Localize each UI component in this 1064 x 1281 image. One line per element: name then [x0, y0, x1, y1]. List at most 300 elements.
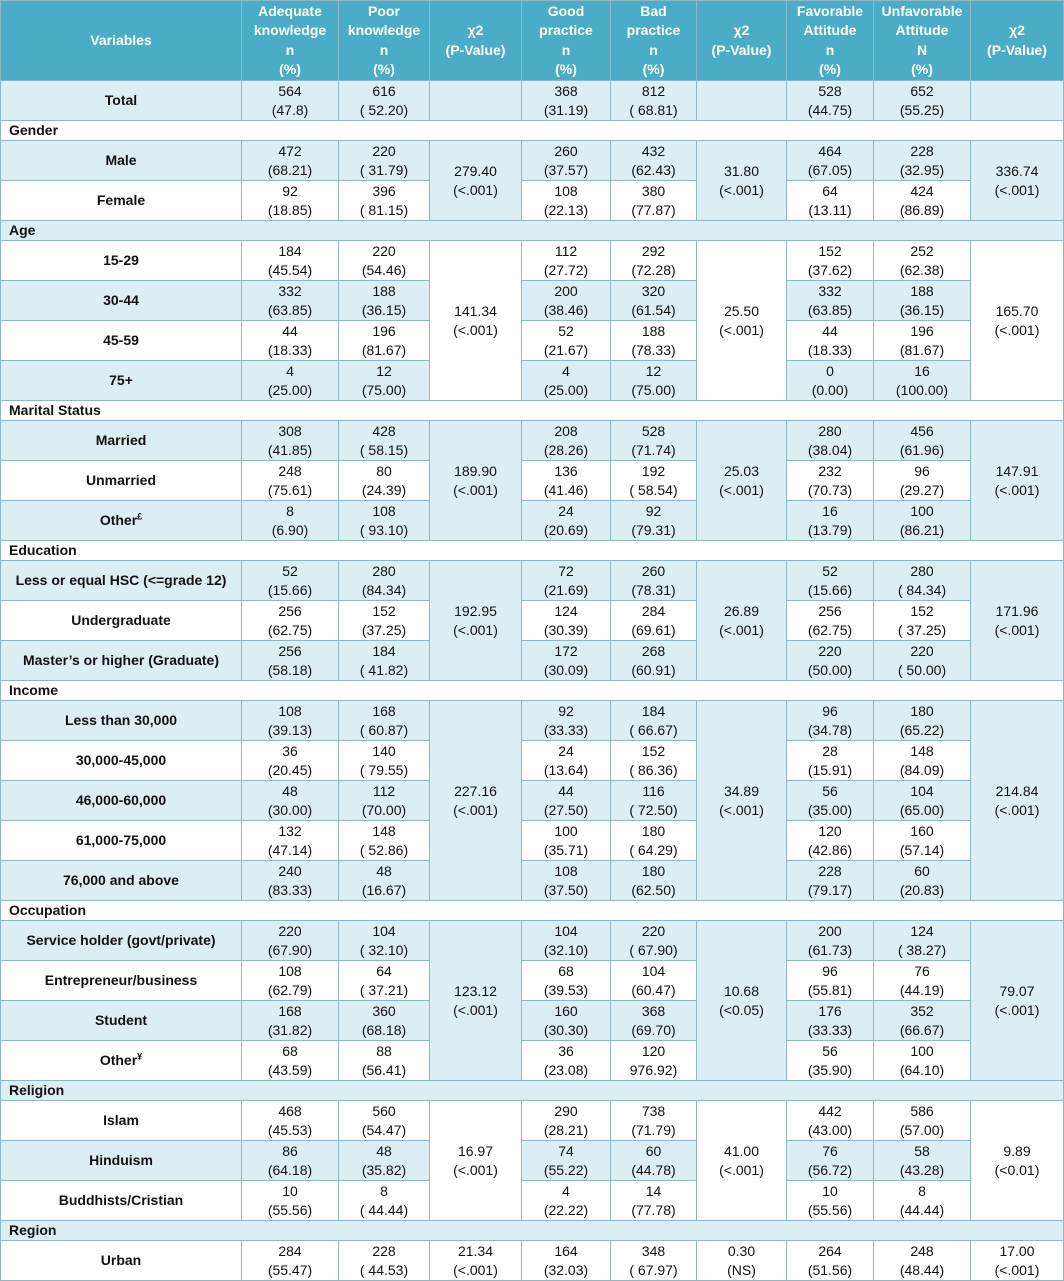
cell-percent: (75.00) — [631, 381, 676, 398]
cell-percent: ( 60.87) — [359, 721, 409, 738]
row-label-text: Student — [94, 1012, 148, 1028]
value-cell — [242, 641, 339, 681]
cell-percent: (42.86) — [807, 841, 853, 858]
value-cell — [787, 1001, 874, 1041]
section-row — [1, 901, 1064, 921]
section-title: Gender — [1, 121, 1064, 141]
cell-count: 192.95 — [454, 602, 497, 619]
cell-count: 279.40 — [454, 162, 497, 179]
cell-percent: (28.26) — [543, 441, 589, 458]
cell-percent: (55.81) — [807, 981, 853, 998]
header-line: N — [916, 41, 928, 58]
cell-count: 80 — [376, 462, 392, 479]
cell-count: 252 — [910, 242, 934, 259]
cell-percent: (62.50) — [631, 881, 676, 898]
cell-count: 10 — [822, 1182, 838, 1199]
cell-percent: (70.00) — [361, 801, 407, 818]
row-label-text: Hinduism — [89, 1152, 153, 1168]
cell-count: 79.07 — [999, 982, 1035, 999]
cell-percent: (63.85) — [807, 301, 853, 318]
cell-percent: (65.00) — [899, 801, 945, 818]
cell-count: 336.74 — [995, 162, 1039, 179]
value-cell — [242, 821, 339, 861]
cell-count: 308 — [278, 422, 302, 439]
value-cell — [874, 641, 971, 681]
value-cell — [874, 501, 971, 541]
value-cell — [242, 181, 339, 221]
cell-count: 64 — [376, 962, 392, 979]
cell-percent: (56.41) — [361, 1061, 407, 1078]
value-cell — [242, 321, 339, 361]
value-cell — [242, 241, 339, 281]
cell-count: 180 — [641, 862, 666, 879]
value-cell — [787, 281, 874, 321]
chi-square-cell — [697, 701, 787, 901]
cell-count: 86 — [282, 1142, 298, 1159]
cell-count: 368 — [554, 82, 578, 99]
value-cell — [522, 141, 611, 181]
cell-percent: (61.54) — [631, 301, 676, 318]
cell-count: 168 — [372, 702, 396, 719]
table-row — [1, 1001, 1064, 1041]
cell-percent: ( 79.55) — [359, 761, 409, 778]
chi-square-cell — [697, 421, 787, 541]
cell-percent: (37.57) — [543, 161, 589, 178]
cell-percent: (67.05) — [807, 161, 853, 178]
cell-percent: (<.001) — [994, 321, 1040, 338]
cell-count: 220 — [278, 922, 302, 939]
value-cell — [611, 701, 697, 741]
value-cell — [787, 741, 874, 781]
header-chi-knowledge — [430, 1, 522, 81]
cell-count: 140 — [372, 742, 396, 759]
value-cell — [787, 961, 874, 1001]
cell-percent: (45.53) — [267, 1121, 313, 1138]
cell-percent: (79.31) — [631, 521, 676, 538]
value-cell — [339, 1181, 430, 1221]
value-cell — [242, 1041, 339, 1081]
cell-percent: (<.001) — [719, 321, 764, 338]
cell-percent: (43.00) — [807, 1121, 853, 1138]
cell-count: 148 — [372, 822, 396, 839]
row-label — [1, 601, 242, 641]
cell-percent: (66.67) — [899, 1021, 945, 1038]
row-label-text: 30,000-45,000 — [75, 752, 167, 768]
cell-percent: (64.10) — [899, 1061, 945, 1078]
row-label-text: 30-44 — [103, 292, 139, 308]
value-cell — [242, 781, 339, 821]
cell-count: 34.89 — [723, 782, 760, 799]
cell-percent: (NS) — [727, 1261, 756, 1278]
value-cell — [611, 1041, 697, 1081]
row-label — [1, 921, 242, 961]
header-line: Poor — [368, 2, 400, 19]
chi-square-cell — [697, 561, 787, 681]
cell-percent: (18.85) — [267, 201, 313, 218]
cell-percent: (30.00) — [267, 801, 313, 818]
header-line: (%) — [279, 61, 301, 77]
header-line: n — [649, 41, 658, 58]
value-cell — [522, 181, 611, 221]
cell-percent: ( 50.00) — [897, 661, 947, 678]
row-label-text: 15-29 — [103, 252, 139, 268]
header-line: (P-Value) — [445, 41, 506, 58]
cell-count: 116 — [642, 782, 665, 799]
cell-count: 104 — [910, 782, 934, 799]
header-line: Variables — [90, 31, 152, 48]
row-label — [1, 141, 242, 181]
cell-count: 332 — [818, 282, 842, 299]
value-cell — [242, 921, 339, 961]
value-cell — [874, 861, 971, 901]
value-cell — [787, 701, 874, 741]
cell-percent: (36.15) — [361, 301, 407, 318]
cell-count: 16 — [822, 502, 838, 519]
cell-count: 88 — [376, 1042, 392, 1059]
value-cell — [522, 861, 611, 901]
chi-square-cell — [430, 921, 522, 1081]
cell-count: 248 — [910, 1242, 934, 1259]
header-line: (%) — [555, 61, 577, 77]
value-cell — [522, 361, 611, 401]
row-label — [1, 421, 242, 461]
cell-count: 560 — [372, 1102, 396, 1119]
cell-count: 25.03 — [723, 462, 760, 479]
cell-percent: (77.87) — [631, 201, 676, 218]
value-cell — [611, 1001, 697, 1041]
cell-percent: (24.39) — [361, 481, 407, 498]
header-line: n — [825, 41, 835, 58]
value-cell — [787, 241, 874, 281]
cell-percent: ( 52.86) — [359, 841, 409, 858]
row-label-text: Female — [96, 192, 146, 208]
row-label-text: Less or equal HSC (<=grade 12) — [15, 572, 227, 588]
cell-count: 432 — [641, 142, 666, 159]
cell-count: 280 — [818, 422, 842, 439]
cell-count: 164 — [554, 1242, 578, 1259]
cell-percent: (48.44) — [899, 1261, 945, 1278]
row-label-text: 76,000 and above — [63, 872, 179, 888]
header-line: knowledge — [253, 22, 327, 38]
cell-percent: (79.17) — [807, 881, 853, 898]
cell-percent: ( 52.20) — [359, 101, 409, 118]
value-cell — [787, 861, 874, 901]
value-cell — [874, 321, 971, 361]
cell-count: 25.50 — [723, 302, 760, 319]
cell-percent: (35.90) — [807, 1061, 853, 1078]
cell-count: 172 — [554, 642, 578, 659]
cell-percent: (0.00) — [811, 381, 849, 398]
cell-count: 652 — [910, 82, 934, 99]
header-line: (%) — [642, 61, 665, 77]
section-row — [1, 401, 1064, 421]
row-label-text: 45-59 — [103, 332, 139, 348]
cell-percent: ( 41.82) — [359, 661, 409, 678]
cell-count: 108 — [278, 702, 302, 719]
cell-count: 227.16 — [454, 782, 497, 799]
cell-count: 136 — [554, 462, 578, 479]
cell-percent: (15.66) — [267, 581, 313, 598]
cell-percent: (44.78) — [631, 1161, 676, 1178]
cell-count: 41.00 — [723, 1142, 760, 1159]
cell-percent: (45.54) — [267, 261, 313, 278]
cell-percent: (78.33) — [631, 341, 676, 358]
value-cell — [339, 781, 430, 821]
cell-percent: (28.21) — [543, 1121, 589, 1138]
value-cell — [339, 181, 430, 221]
cell-percent: ( 32.10) — [359, 941, 409, 958]
cell-percent: (32.95) — [899, 161, 945, 178]
table-row — [1, 601, 1064, 641]
value-cell — [242, 81, 339, 121]
cell-count: 4 — [562, 1182, 570, 1199]
cell-count: 180 — [910, 702, 934, 719]
cell-percent: (27.72) — [543, 261, 589, 278]
cell-percent: (<.001) — [453, 1261, 498, 1278]
cell-count: 348 — [641, 1242, 666, 1259]
header-line: Bad — [640, 2, 667, 19]
value-cell — [787, 81, 874, 121]
cell-percent: (50.00) — [807, 661, 853, 678]
cell-percent: (84.09) — [899, 761, 945, 778]
cell-percent: (<.001) — [453, 1001, 498, 1018]
value-cell — [611, 1241, 697, 1281]
cell-count: 76 — [914, 962, 930, 979]
cell-count: 24 — [558, 502, 574, 519]
cell-percent: (<0.05) — [719, 1001, 764, 1018]
value-cell — [242, 361, 339, 401]
cell-percent: (18.33) — [807, 341, 853, 358]
row-label-text: Other — [99, 1052, 138, 1068]
cell-count: 248 — [278, 462, 302, 479]
cell-percent: (<.001) — [453, 181, 498, 198]
cell-percent: (57.14) — [899, 841, 945, 858]
value-cell — [874, 1041, 971, 1081]
section-row — [1, 121, 1064, 141]
cell-count: 360 — [372, 1002, 396, 1019]
cell-count: 16 — [914, 362, 930, 379]
cell-count: 16.97 — [457, 1142, 494, 1159]
value-cell — [611, 1141, 697, 1181]
cell-count: 48 — [282, 782, 298, 799]
header-line: (P-Value) — [711, 41, 772, 58]
value-cell — [611, 321, 697, 361]
table-row — [1, 1101, 1064, 1141]
cell-percent: (35.82) — [361, 1161, 407, 1178]
value-cell — [242, 961, 339, 1001]
value-cell — [874, 1241, 971, 1281]
value-cell — [339, 501, 430, 541]
value-cell — [611, 241, 697, 281]
cell-percent: (86.89) — [899, 201, 945, 218]
cell-percent: (22.13) — [543, 201, 589, 218]
value-cell — [874, 1181, 971, 1221]
cell-count: 332 — [278, 282, 302, 299]
value-cell — [339, 861, 430, 901]
value-cell — [874, 181, 971, 221]
cell-count: 48 — [376, 1142, 392, 1159]
value-cell — [874, 81, 971, 121]
cell-percent: (35.00) — [807, 801, 853, 818]
cell-count: 60 — [645, 1142, 662, 1159]
chi-square-cell — [697, 141, 787, 221]
cell-count: 368 — [641, 1002, 666, 1019]
cell-percent: (64.18) — [267, 1161, 313, 1178]
cell-percent: ( 37.25) — [897, 621, 947, 638]
value-cell — [242, 1001, 339, 1041]
table-row — [1, 1041, 1064, 1081]
row-label — [1, 281, 242, 321]
row-label — [1, 1241, 242, 1281]
cell-count: 564 — [278, 82, 302, 99]
cell-count: 228 — [372, 1242, 396, 1259]
header-line: n — [285, 41, 295, 58]
cell-percent: (55.56) — [807, 1201, 853, 1218]
value-cell — [522, 781, 611, 821]
section-title: Region — [1, 1221, 1064, 1241]
cell-percent: (81.67) — [899, 341, 945, 358]
cell-count: 72 — [558, 562, 574, 579]
chi-square-cell — [697, 921, 787, 1081]
cell-percent: (68.21) — [267, 161, 313, 178]
cell-count: 268 — [641, 642, 666, 659]
value-cell — [787, 561, 874, 601]
value-cell — [522, 1041, 611, 1081]
chi-empty-cell — [971, 81, 1064, 121]
value-cell — [339, 321, 430, 361]
table-row — [1, 961, 1064, 1001]
value-cell — [787, 461, 874, 501]
cell-percent: (15.66) — [807, 581, 853, 598]
cell-percent: ( 86.36) — [629, 761, 678, 778]
value-cell — [611, 921, 697, 961]
cell-count: 380 — [641, 182, 666, 199]
cell-percent: (58.18) — [267, 661, 313, 678]
cell-percent: (47.8) — [271, 101, 309, 118]
cell-percent: (29.27) — [899, 481, 945, 498]
cell-count: 260 — [554, 142, 578, 159]
cell-percent: (13.11) — [808, 201, 852, 218]
cell-count: 240 — [278, 862, 302, 879]
cell-percent: (<.001) — [719, 1161, 764, 1178]
cell-count: 184 — [372, 642, 396, 659]
cell-percent: (56.72) — [807, 1161, 853, 1178]
value-cell — [522, 1001, 611, 1041]
cell-count: 208 — [554, 422, 578, 439]
cell-percent: (31.19) — [543, 101, 589, 118]
cell-count: 188 — [641, 322, 666, 339]
header-chi-practice — [697, 1, 787, 81]
cell-count: 48 — [376, 862, 392, 879]
value-cell — [242, 461, 339, 501]
cell-count: 160 — [910, 822, 934, 839]
cell-count: 120 — [641, 1042, 666, 1059]
cell-count: 284 — [641, 602, 666, 619]
cell-percent: (62.75) — [267, 621, 313, 638]
table-row — [1, 781, 1064, 821]
cell-percent: (<.001) — [719, 621, 764, 638]
cell-count: 96 — [822, 702, 838, 719]
cell-percent: (15.91) — [807, 761, 853, 778]
header-line: (%) — [373, 61, 395, 77]
row-label-text: Less than 30,000 — [64, 712, 178, 728]
row-label — [1, 641, 242, 681]
cell-percent: (55.56) — [267, 1201, 313, 1218]
header-favorable-attitude — [787, 1, 874, 81]
cell-count: 192 — [641, 462, 666, 479]
value-cell — [522, 421, 611, 461]
cell-count: 290 — [554, 1102, 578, 1119]
cell-count: 468 — [278, 1102, 302, 1119]
cell-percent: (70.73) — [807, 481, 853, 498]
row-label-text: 46,000-60,000 — [75, 792, 167, 808]
cell-percent: (30.39) — [543, 621, 589, 638]
cell-percent: (30.30) — [543, 1021, 589, 1038]
cell-percent: (62.43) — [631, 161, 676, 178]
cell-count: 456 — [910, 422, 934, 439]
value-cell — [339, 961, 430, 1001]
cell-percent: (81.67) — [361, 341, 407, 358]
row-label — [1, 1041, 242, 1081]
cell-percent: (20.83) — [899, 881, 945, 898]
value-cell — [611, 561, 697, 601]
value-cell — [874, 601, 971, 641]
cell-count: 24 — [558, 742, 574, 759]
cell-percent: (67.90) — [267, 941, 313, 958]
cell-count: 228 — [818, 862, 842, 879]
cell-percent: (51.56) — [807, 1261, 853, 1278]
cell-percent: (<.001) — [994, 481, 1040, 498]
value-cell — [339, 561, 430, 601]
value-cell — [787, 141, 874, 181]
cell-count: 280 — [372, 562, 396, 579]
value-cell — [611, 961, 697, 1001]
row-label — [1, 701, 242, 741]
header-line: n — [561, 41, 571, 58]
table-row — [1, 321, 1064, 361]
cell-count: 108 — [554, 862, 578, 879]
cell-percent: (20.69) — [543, 521, 589, 538]
value-cell — [522, 921, 611, 961]
cell-count: 124 — [554, 602, 578, 619]
cell-count: 92 — [558, 702, 574, 719]
cell-count: 28 — [822, 742, 838, 759]
section-title: Income — [1, 681, 1064, 701]
cell-count: 200 — [554, 282, 578, 299]
section-title: Religion — [1, 1081, 1064, 1101]
cell-percent: (37.50) — [543, 881, 589, 898]
cell-count: 92 — [282, 182, 298, 199]
cell-percent: (62.79) — [267, 981, 313, 998]
cell-count: 74 — [558, 1142, 574, 1159]
cell-percent: (<.001) — [719, 481, 764, 498]
cell-percent: (<0.01) — [994, 1161, 1040, 1178]
cell-percent: (<.001) — [994, 1261, 1040, 1278]
value-cell — [611, 281, 697, 321]
value-cell — [874, 781, 971, 821]
value-cell — [522, 81, 611, 121]
cell-count: 96 — [914, 462, 930, 479]
cell-count: 10 — [282, 1182, 298, 1199]
chi-square-cell — [971, 561, 1064, 681]
cell-percent: ( 64.29) — [629, 841, 678, 858]
value-cell — [611, 361, 697, 401]
row-label — [1, 361, 242, 401]
cell-count: 528 — [818, 82, 842, 99]
value-cell — [874, 741, 971, 781]
cell-percent: (6.90) — [271, 521, 309, 538]
cell-count: 60 — [914, 862, 930, 879]
